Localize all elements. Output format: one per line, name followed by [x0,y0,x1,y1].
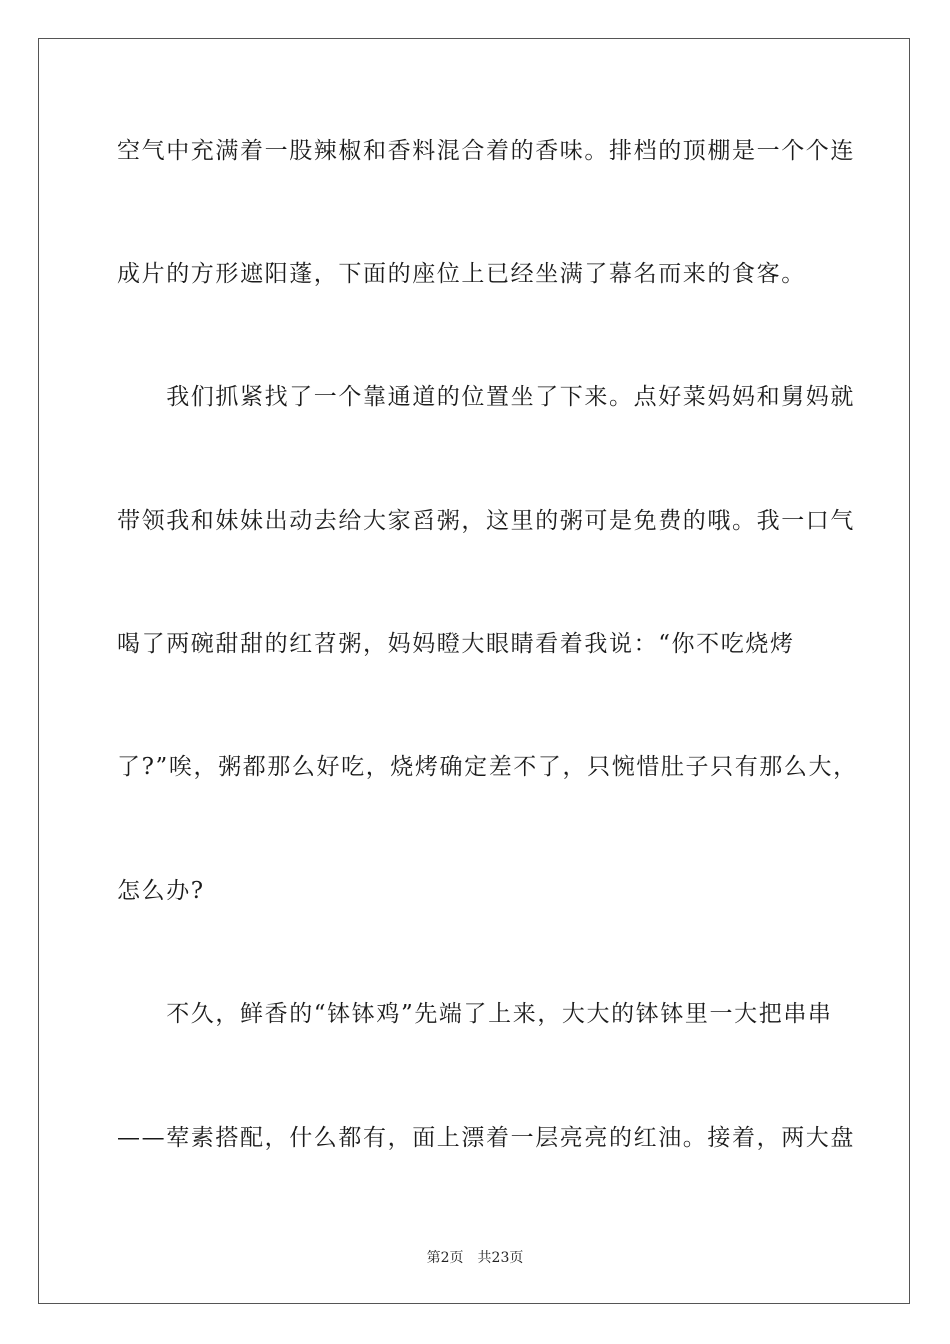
paragraph-line: 空气中充满着一股辣椒和香料混合着的香味。排档的顶棚是一个个连 [117,138,855,164]
paragraph-line: 带领我和妹妹出动去给大家舀粥，这里的粥可是免费的哦。我一口气 [117,508,855,534]
paragraph-line: 不久，鲜香的“钵钵鸡”先端了上来，大大的钵钵里一大把串串 [117,1001,833,1027]
page-border [38,38,910,1304]
page-number-footer: 第2页 共23页 [426,1250,524,1266]
paragraph-line: 喝了两碗甜甜的红苕粥，妈妈瞪大眼睛看着我说：“你不吃烧烤 [117,631,795,657]
paragraph-line: ——荤素搭配，什么都有，面上漂着一层亮亮的红油。接着，两大盘 [117,1125,855,1151]
paragraph-line: 怎么办? [117,878,205,904]
paragraph-line: 我们抓紧找了一个靠通道的位置坐了下来。点好菜妈妈和舅妈就 [117,384,855,410]
paragraph-line: 成片的方形遮阳蓬，下面的座位上已经坐满了幕名而来的食客。 [117,261,806,287]
paragraph-line: 了?”唉，粥都那么好吃，烧烤确定差不了，只惋惜肚子只有那么大， [117,754,858,780]
